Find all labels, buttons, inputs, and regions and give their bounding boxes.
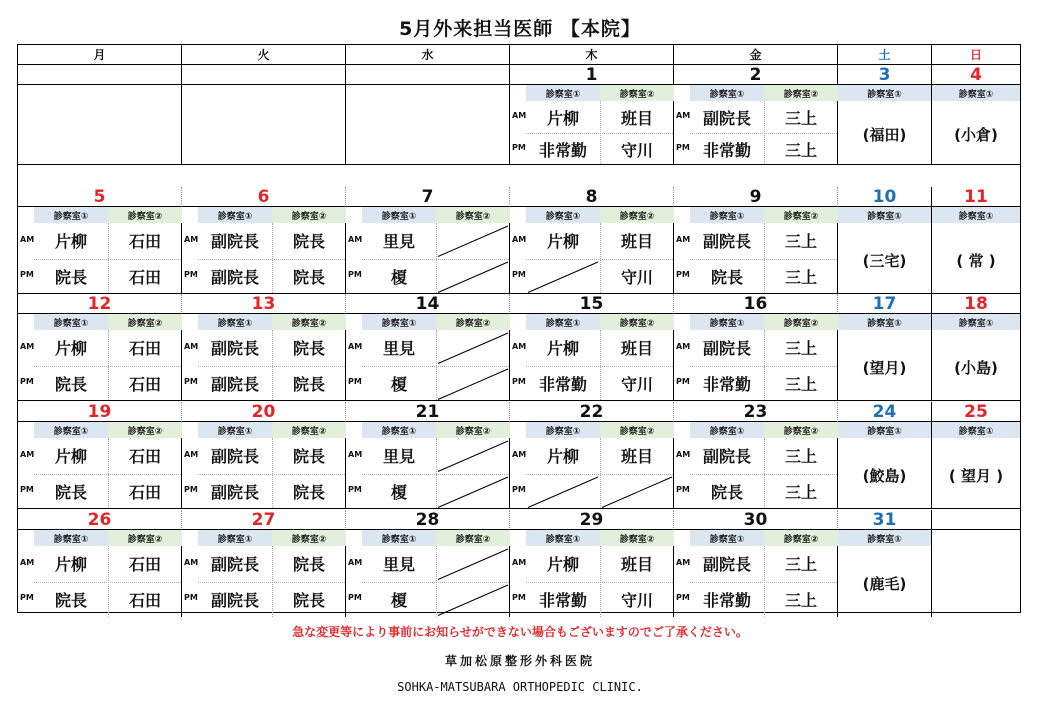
- date-cell: [18, 65, 182, 85]
- doctor-name: 石田: [128, 482, 161, 502]
- room1-label: 診察室①: [526, 85, 600, 101]
- date-cell: 30: [674, 510, 838, 530]
- date-cell: 7: [346, 187, 510, 207]
- doctor-name: 三上: [784, 555, 817, 575]
- doctor-name: 副院長: [210, 482, 259, 502]
- day-cell: [510, 314, 674, 401]
- room-label: 診察室①: [932, 422, 1020, 438]
- room-label: 診察室①: [838, 314, 931, 330]
- header-3: 木: [510, 45, 674, 65]
- date-cell: 6: [182, 187, 346, 207]
- header-5: 土: [838, 45, 932, 65]
- am-label: AM: [676, 111, 691, 120]
- date-cell: 19: [18, 402, 182, 422]
- room2-label: 診察室②: [764, 422, 838, 438]
- header-0: 月: [18, 45, 182, 65]
- clinic-name-en: SOHKA-MATSUBARA ORTHOPEDIC CLINIC.: [397, 680, 643, 694]
- doctor-name: 三上: [784, 339, 817, 359]
- day-cell: [346, 314, 510, 401]
- doctor-name: 里見: [382, 447, 415, 467]
- date-cell: 17: [838, 294, 932, 314]
- doctor-name: 里見: [382, 339, 415, 359]
- doctor-name: 班目: [620, 339, 653, 359]
- room1-label: 診察室①: [198, 314, 272, 330]
- doctor-name: 非常勤: [538, 374, 587, 394]
- doctor-name: 片柳: [546, 555, 579, 575]
- date-cell: 21: [346, 402, 510, 422]
- pm-label: PM: [348, 485, 362, 495]
- date-cell: 2: [674, 65, 838, 85]
- day-cell: [674, 85, 838, 165]
- date-cell: 16: [674, 294, 838, 314]
- day-cell: [346, 207, 510, 294]
- day-cell: [674, 530, 838, 617]
- day-cell: [838, 530, 932, 617]
- no-consultation-slash: [600, 474, 674, 510]
- am-label: AM: [512, 111, 527, 120]
- no-consultation-slash: [436, 330, 510, 366]
- day-cell: [510, 530, 674, 617]
- room2-label: 診察室②: [436, 422, 510, 438]
- room1-label: 診察室①: [526, 207, 600, 223]
- room2-label: 診察室②: [272, 207, 346, 223]
- room-label: 診察室①: [932, 314, 1020, 330]
- room2-label: 診察室②: [764, 530, 838, 546]
- am-label: AM: [348, 341, 363, 351]
- pm-label: PM: [676, 485, 690, 495]
- doctor-name: 三上: [784, 108, 817, 128]
- doctor-name: 榎: [390, 590, 407, 610]
- doctor-name: 片柳: [546, 232, 579, 252]
- doctor-name: 石田: [128, 374, 161, 394]
- room-label: 診察室①: [838, 207, 931, 223]
- room2-label: 診察室②: [600, 530, 674, 546]
- doctor-name: 石田: [128, 339, 161, 359]
- room-label: 診察室①: [838, 422, 931, 438]
- doctor-name: 院長: [54, 482, 87, 502]
- day-cell: [838, 314, 932, 401]
- doctor-name: 院長: [292, 482, 325, 502]
- am-label: AM: [512, 557, 527, 567]
- doctor-name: 三上: [784, 140, 817, 160]
- pm-label: PM: [20, 270, 34, 280]
- room2-label: 診察室②: [272, 422, 346, 438]
- room2-label: 診察室②: [436, 314, 510, 330]
- doctor-name: 副院長: [702, 108, 751, 128]
- no-consultation-slash: [526, 259, 600, 295]
- doctor-name: 副院長: [210, 374, 259, 394]
- room1-label: 診察室①: [198, 207, 272, 223]
- am-label: AM: [184, 234, 199, 244]
- pm-label: PM: [676, 593, 690, 603]
- doctor-name: 片柳: [54, 232, 87, 252]
- doctor-name: 院長: [292, 374, 325, 394]
- doctor-name: 三上: [784, 267, 817, 287]
- am-label: AM: [512, 449, 527, 459]
- pm-label: PM: [20, 485, 34, 495]
- day-cell: [18, 207, 182, 294]
- day-cell: [346, 85, 510, 165]
- room2-label: 診察室②: [600, 314, 674, 330]
- pm-label: PM: [348, 377, 362, 387]
- day-cell: [838, 422, 932, 509]
- date-cell: 15: [510, 294, 674, 314]
- day-cell: [346, 422, 510, 509]
- room1-label: 診察室①: [34, 422, 108, 438]
- room-label: 診察室①: [838, 530, 931, 546]
- room1-label: 診察室①: [362, 422, 436, 438]
- doctor-name: 班目: [620, 232, 653, 252]
- room2-label: 診察室②: [600, 422, 674, 438]
- doctor-name: 非常勤: [702, 374, 751, 394]
- doctor-name: 班目: [620, 555, 653, 575]
- day-cell: [182, 530, 346, 617]
- doctor-name: 非常勤: [702, 140, 751, 160]
- no-consultation-slash: [436, 438, 510, 474]
- day-cell: [674, 207, 838, 294]
- doctor-name: 副院長: [702, 447, 751, 467]
- room-label: 診察室①: [932, 85, 1020, 101]
- doctor-name: 片柳: [546, 339, 579, 359]
- weekend-doctor: (小島): [954, 358, 998, 377]
- room1-label: 診察室①: [34, 314, 108, 330]
- page-title: 5月外来担当医師 【本院】: [399, 18, 641, 40]
- am-label: AM: [348, 557, 363, 567]
- change-notice: 急な変更等により事前にお知らせができない場合もございますのでご了承ください。: [292, 625, 748, 639]
- doctor-name: 守川: [620, 590, 653, 610]
- am-label: AM: [676, 234, 691, 244]
- header-1: 火: [182, 45, 346, 65]
- doctor-name: 片柳: [546, 108, 579, 128]
- date-cell: 1: [510, 65, 674, 85]
- header-4: 金: [674, 45, 838, 65]
- date-cell: [182, 65, 346, 85]
- pm-label: PM: [348, 270, 362, 280]
- date-cell: 8: [510, 187, 674, 207]
- date-cell: 20: [182, 402, 346, 422]
- doctor-name: 榎: [390, 267, 407, 287]
- date-cell: 3: [838, 65, 932, 85]
- no-consultation-slash: [436, 546, 510, 582]
- room-label: 診察室①: [838, 85, 931, 101]
- day-cell: [510, 85, 674, 165]
- doctor-name: 院長: [54, 267, 87, 287]
- am-label: AM: [20, 449, 35, 459]
- doctor-name: 榎: [390, 374, 407, 394]
- doctor-name: 副院長: [210, 232, 259, 252]
- date-cell: 18: [932, 294, 1020, 314]
- weekend-doctor: ( 常 ): [956, 251, 996, 270]
- day-cell: [932, 530, 1020, 617]
- doctor-name: 三上: [784, 590, 817, 610]
- date-cell: 5: [18, 187, 182, 207]
- schedule-calendar: [17, 44, 1021, 613]
- room2-label: 診察室②: [108, 530, 182, 546]
- room1-label: 診察室①: [526, 530, 600, 546]
- doctor-name: 副院長: [210, 555, 259, 575]
- room1-label: 診察室①: [198, 530, 272, 546]
- room1-label: 診察室①: [690, 314, 764, 330]
- date-cell: 14: [346, 294, 510, 314]
- day-cell: [510, 207, 674, 294]
- doctor-name: 副院長: [702, 555, 751, 575]
- room2-label: 診察室②: [108, 314, 182, 330]
- am-label: AM: [676, 557, 691, 567]
- pm-label: PM: [676, 270, 690, 280]
- room-label: 診察室①: [932, 207, 1020, 223]
- doctor-name: 守川: [620, 140, 653, 160]
- room2-label: 診察室②: [764, 207, 838, 223]
- am-label: AM: [20, 341, 35, 351]
- doctor-name: 院長: [292, 232, 325, 252]
- pm-label: PM: [676, 377, 690, 387]
- doctor-name: 石田: [128, 590, 161, 610]
- doctor-name: 榎: [390, 482, 407, 502]
- pm-label: PM: [348, 593, 362, 603]
- weekend-doctor: (小倉): [954, 126, 998, 144]
- room1-label: 診察室①: [690, 207, 764, 223]
- day-cell: [510, 422, 674, 509]
- day-cell: [838, 85, 932, 165]
- doctor-name: 院長: [292, 555, 325, 575]
- header-2: 水: [346, 45, 510, 65]
- day-cell: [346, 530, 510, 617]
- day-cell: [182, 207, 346, 294]
- date-cell: 26: [18, 510, 182, 530]
- room1-label: 診察室①: [690, 530, 764, 546]
- weekend-doctor: (三宅): [862, 251, 907, 270]
- no-consultation-slash: [436, 366, 510, 402]
- room1-label: 診察室①: [526, 422, 600, 438]
- am-label: AM: [184, 557, 199, 567]
- am-label: AM: [348, 449, 363, 459]
- doctor-name: 院長: [710, 482, 743, 502]
- doctor-name: 副院長: [210, 339, 259, 359]
- date-cell: 4: [932, 65, 1020, 85]
- date-cell: 11: [932, 187, 1020, 207]
- pm-label: PM: [20, 593, 34, 603]
- doctor-name: 片柳: [54, 555, 87, 575]
- weekend-doctor: (望月): [862, 358, 907, 377]
- doctor-name: 班目: [620, 447, 653, 467]
- day-cell: [18, 530, 182, 617]
- doctor-name: 副院長: [210, 590, 259, 610]
- pm-label: PM: [20, 377, 34, 387]
- doctor-name: 副院長: [702, 339, 751, 359]
- room1-label: 診察室①: [362, 314, 436, 330]
- weekend-doctor: (鹿毛): [862, 575, 907, 593]
- room1-label: 診察室①: [690, 422, 764, 438]
- weekend-doctor: ( 望月 ): [948, 466, 1004, 485]
- doctor-name: 非常勤: [538, 140, 587, 160]
- doctor-name: 副院長: [210, 447, 259, 467]
- day-cell: [18, 422, 182, 509]
- no-consultation-slash: [436, 474, 510, 510]
- doctor-name: 石田: [128, 267, 161, 287]
- date-cell: 23: [674, 402, 838, 422]
- am-label: AM: [676, 449, 691, 459]
- date-cell: 24: [838, 402, 932, 422]
- room2-label: 診察室②: [436, 530, 510, 546]
- day-cell: [674, 422, 838, 509]
- am-label: AM: [184, 449, 199, 459]
- doctor-name: 三上: [784, 374, 817, 394]
- pm-label: PM: [512, 143, 526, 152]
- room2-label: 診察室②: [272, 314, 346, 330]
- room2-label: 診察室②: [108, 207, 182, 223]
- doctor-name: 副院長: [702, 232, 751, 252]
- room2-label: 診察室②: [600, 207, 674, 223]
- doctor-name: 班目: [620, 108, 653, 128]
- date-cell: 9: [674, 187, 838, 207]
- am-label: AM: [676, 341, 691, 351]
- day-cell: [674, 314, 838, 401]
- doctor-name: 院長: [292, 590, 325, 610]
- date-cell: 22: [510, 402, 674, 422]
- no-consultation-slash: [436, 259, 510, 295]
- room2-label: 診察室②: [764, 314, 838, 330]
- doctor-name: 守川: [620, 374, 653, 394]
- room2-label: 診察室②: [764, 85, 838, 101]
- doctor-name: 三上: [784, 232, 817, 252]
- pm-label: PM: [676, 143, 690, 152]
- am-label: AM: [512, 234, 527, 244]
- header-6: 日: [932, 45, 1020, 65]
- pm-label: PM: [184, 377, 198, 387]
- room2-label: 診察室②: [108, 422, 182, 438]
- doctor-name: 三上: [784, 447, 817, 467]
- am-label: AM: [20, 234, 35, 244]
- doctor-name: 院長: [54, 374, 87, 394]
- room1-label: 診察室①: [690, 85, 764, 101]
- am-label: AM: [184, 341, 199, 351]
- room1-label: 診察室①: [526, 314, 600, 330]
- doctor-name: 里見: [382, 555, 415, 575]
- day-cell: [18, 314, 182, 401]
- room2-label: 診察室②: [436, 207, 510, 223]
- no-consultation-slash: [436, 223, 510, 259]
- day-cell: [18, 85, 182, 165]
- room2-label: 診察室②: [600, 85, 674, 101]
- doctor-name: 非常勤: [702, 590, 751, 610]
- doctor-name: 石田: [128, 447, 161, 467]
- day-cell: [932, 85, 1020, 165]
- am-label: AM: [20, 557, 35, 567]
- no-consultation-slash: [526, 474, 600, 510]
- doctor-name: 院長: [710, 267, 743, 287]
- doctor-name: 非常勤: [538, 590, 587, 610]
- doctor-name: 石田: [128, 555, 161, 575]
- weekend-doctor: (福田): [862, 126, 907, 144]
- pm-label: PM: [512, 593, 526, 603]
- day-cell: [182, 85, 346, 165]
- doctor-name: 院長: [54, 590, 87, 610]
- date-cell: [932, 510, 1020, 530]
- room1-label: 診察室①: [34, 530, 108, 546]
- doctor-name: 里見: [382, 232, 415, 252]
- pm-label: PM: [184, 593, 198, 603]
- doctor-name: 石田: [128, 232, 161, 252]
- day-cell: [932, 422, 1020, 509]
- day-cell: [182, 314, 346, 401]
- room1-label: 診察室①: [34, 207, 108, 223]
- date-cell: 27: [182, 510, 346, 530]
- am-label: AM: [348, 234, 363, 244]
- room1-label: 診察室①: [362, 207, 436, 223]
- weekend-doctor: (鮫島): [862, 466, 907, 485]
- date-cell: 12: [18, 294, 182, 314]
- date-cell: 28: [346, 510, 510, 530]
- day-cell: [182, 422, 346, 509]
- doctor-name: 院長: [292, 339, 325, 359]
- doctor-name: 守川: [620, 267, 653, 287]
- day-cell: [838, 207, 932, 294]
- day-cell: [932, 314, 1020, 401]
- doctor-name: 院長: [292, 447, 325, 467]
- date-cell: [346, 65, 510, 85]
- doctor-name: 三上: [784, 482, 817, 502]
- date-cell: 25: [932, 402, 1020, 422]
- date-cell: 31: [838, 510, 932, 530]
- doctor-name: 副院長: [210, 267, 259, 287]
- am-label: AM: [512, 341, 527, 351]
- date-cell: 10: [838, 187, 932, 207]
- room2-label: 診察室②: [272, 530, 346, 546]
- doctor-name: 片柳: [54, 339, 87, 359]
- pm-label: PM: [512, 485, 526, 495]
- no-consultation-slash: [436, 582, 510, 618]
- day-cell: [932, 207, 1020, 294]
- doctor-name: 片柳: [546, 447, 579, 467]
- room1-label: 診察室①: [362, 530, 436, 546]
- pm-label: PM: [184, 270, 198, 280]
- pm-label: PM: [512, 270, 526, 280]
- date-cell: 29: [510, 510, 674, 530]
- date-cell: 13: [182, 294, 346, 314]
- pm-label: PM: [512, 377, 526, 387]
- doctor-name: 片柳: [54, 447, 87, 467]
- doctor-name: 院長: [292, 267, 325, 287]
- clinic-name: 草加松原整形外科医院: [444, 654, 595, 668]
- pm-label: PM: [184, 485, 198, 495]
- room1-label: 診察室①: [198, 422, 272, 438]
